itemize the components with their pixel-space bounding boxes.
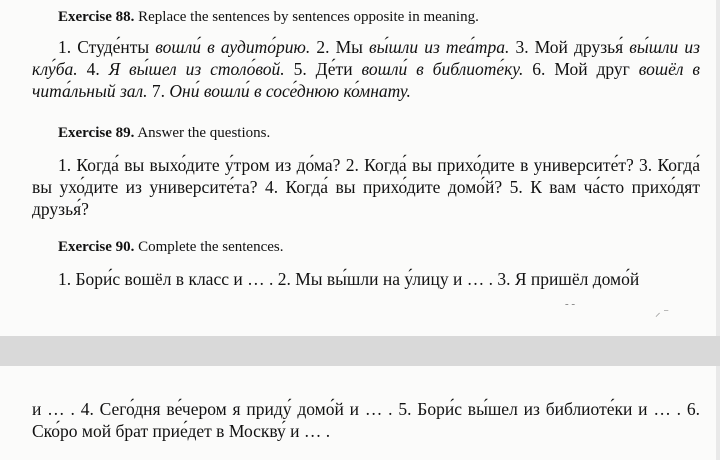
ex88-text-plain: 6. Мой друг [523, 59, 639, 79]
ex88-text-plain: 1. Студе́нты [58, 37, 156, 57]
scan-smudge-mark: ⸝ ⁻ [655, 307, 670, 319]
page-sheet-bottom [0, 366, 720, 460]
ex88-text-italic: вошёл в чита́льный зал. [32, 59, 701, 101]
exercise-90-number: Exercise 90. [58, 239, 135, 255]
exercise-90-text-bottom: и … . 4. Сего́дня ве́чером я приду́ домо́й и … . 5. Бори́с вы́шел из библиоте́ки и … . 6. Ско́ро мой брат прие́дет в Москву́ и … . [32, 399, 700, 441]
ex88-text-plain: 2. Мы [310, 37, 370, 57]
exercise-90-text-top: 1. Бори́с вошёл в класс и … . 2. Мы вы́шли на у́лицу и … . 3. Я пришёл домо́й [58, 269, 640, 289]
ex88-text-plain: 4. [77, 59, 109, 79]
exercise-88-instruction: Replace the sentences by sentences opposite in meaning. [138, 9, 479, 25]
exercise-89-number: Exercise 89. [58, 125, 135, 141]
ex88-text-plain: 5. Де́ти [284, 59, 362, 79]
ex88-text-italic: Они́ вошли́ в сосе́днюю ко́мнату. [169, 81, 411, 101]
exercise-88-number: Exercise 88. [58, 9, 135, 25]
ex88-text-plain: 3. Мой друзья́ [509, 37, 630, 57]
ex88-text-italic: вошли́ в библиоте́ку. [361, 59, 524, 79]
exercise-89-heading [58, 125, 270, 142]
exercise-90-instruction: Complete the sentences. [138, 239, 284, 255]
ex88-text-plain: 7. [147, 81, 170, 101]
ex88-text-italic: вошли́ в аудито́рию. [155, 37, 311, 57]
exercise-88-heading [58, 9, 479, 26]
scan-smudge-mark: ‐ ‐ [565, 298, 576, 310]
page-gap [0, 336, 720, 366]
ex88-text-italic: вы́шли из теа́тра. [369, 37, 510, 57]
exercise-89-text: 1. Когда́ вы выхо́дите у́тром из до́ма? 2. Когда́ вы прихо́дите в университе́т? 3. Когда́ вы ухо́дите из университе́та? 4. Когда́ вы прихо́дите домо́й? 5. К вам ча́сто прихо́дят друзья́? [32, 155, 700, 219]
ex88-text-italic: вы́шли из клу́ба. [32, 37, 700, 79]
exercise-88-text [32, 36, 700, 102]
exercise-89-instruction: Answer the questions. [137, 125, 271, 141]
exercise-90-heading [58, 239, 284, 256]
ex88-text-italic: Я вы́шел из столо́вой. [108, 59, 285, 79]
